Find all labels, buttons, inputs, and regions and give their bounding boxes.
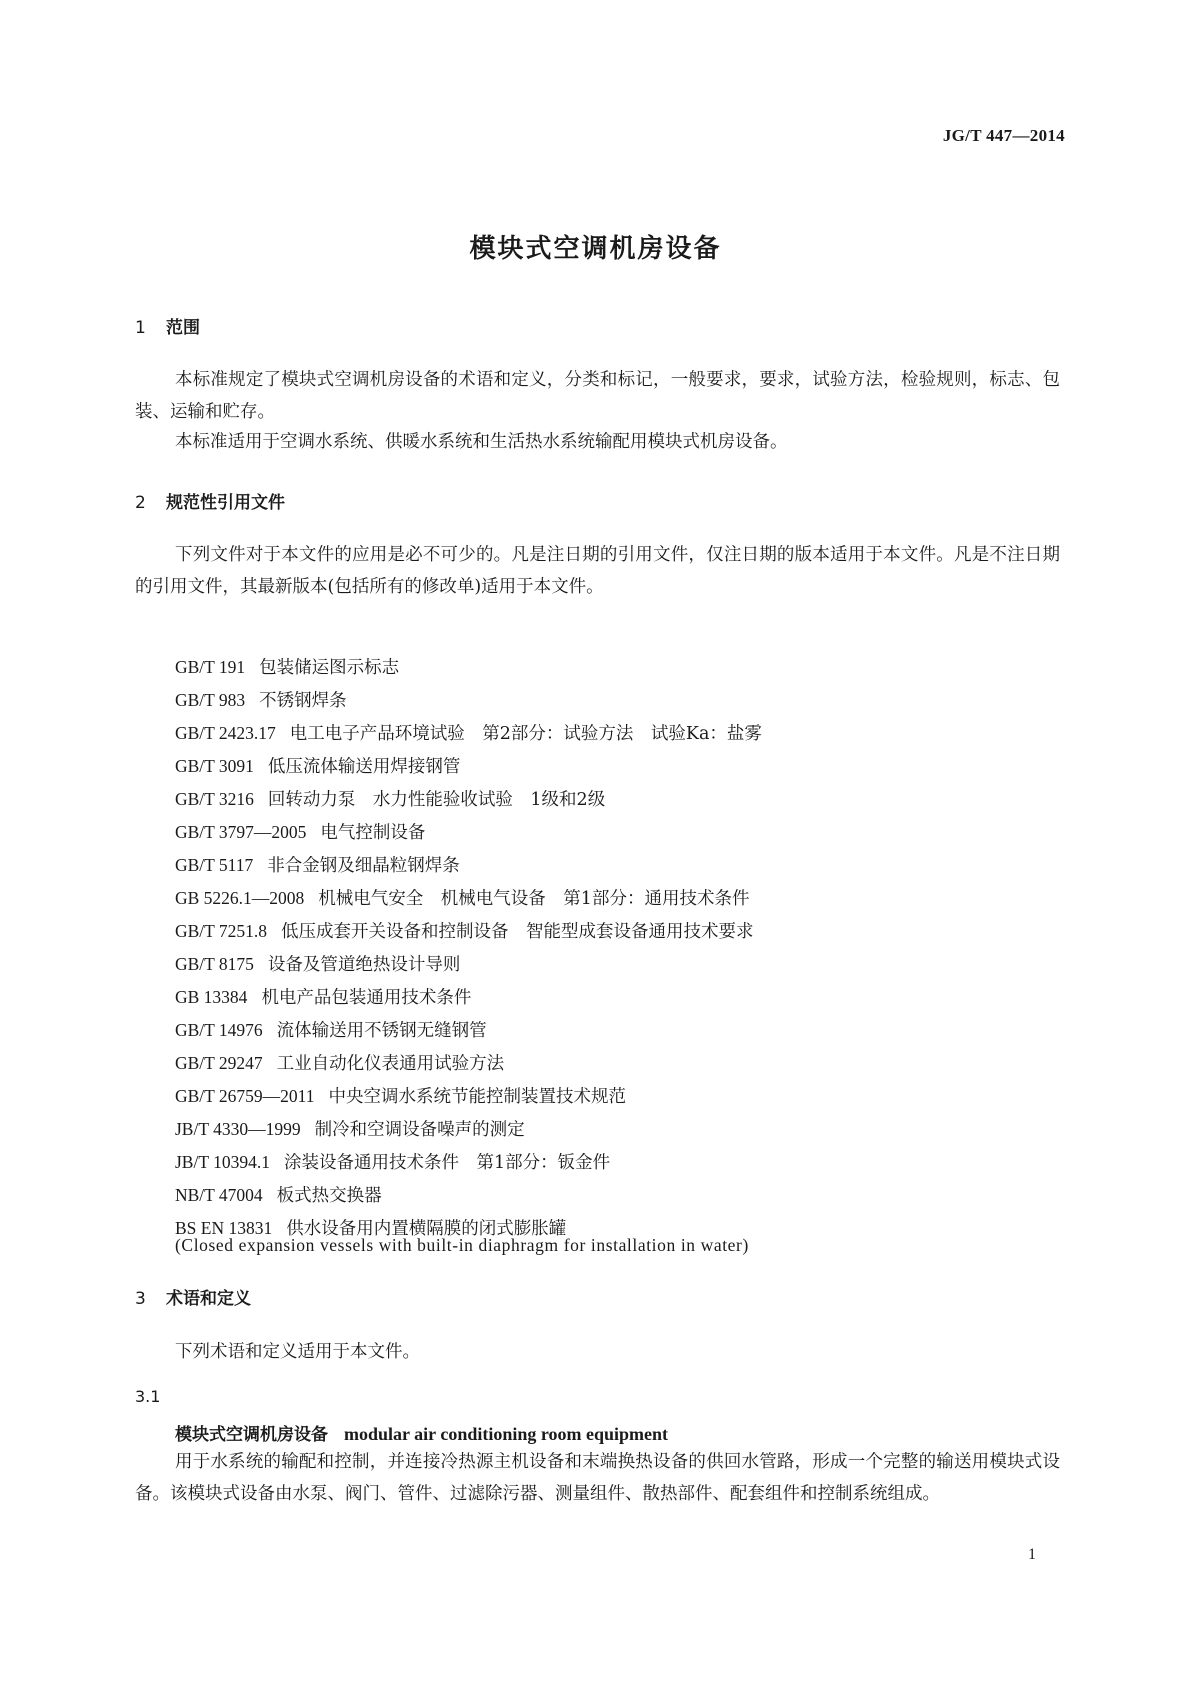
- section-number: 1: [135, 318, 146, 338]
- reference-item: [175, 849, 762, 882]
- reference-code: GB/T 3091: [175, 756, 254, 776]
- reference-english-note: (Closed expansion vessels with built-in diaphragm for installation in water): [175, 1235, 749, 1255]
- reference-title: 电气控制设备: [320, 823, 426, 843]
- references-intro-paragraph: 下列文件对于本文件的应用是必不可少的。凡是注日期的引用文件，仅注日期的版本适用于本文件。凡是不注日期的引用文件，其最新版本(包括所有的修改单)适用于本文件。: [135, 545, 1060, 597]
- reference-item: [175, 717, 762, 750]
- reference-code: GB/T 14976: [175, 1020, 263, 1040]
- reference-code: GB/T 983: [175, 690, 246, 710]
- reference-title: 机械电气安全 机械电气设备 第1部分：通用技术条件: [318, 889, 750, 909]
- section-number: 3: [135, 1289, 146, 1309]
- reference-item: [175, 981, 762, 1014]
- reference-item: [175, 750, 762, 783]
- scope-paragraph-1: 本标准规定了模块式空调机房设备的术语和定义，分类和标记，一般要求，要求，试验方法，检验规则，标志、包装、运输和贮存。: [135, 370, 1060, 422]
- reference-title: 供水设备用内置横隔膜的闭式膨胀罐: [286, 1219, 567, 1239]
- reference-title: 电工电子产品环境试验 第2部分：试验方法 试验Ka：盐雾: [289, 724, 762, 744]
- document-title: 模块式空调机房设备: [469, 234, 722, 264]
- term-number: 3.1: [135, 1387, 161, 1406]
- reference-title: 低压流体输送用焊接钢管: [267, 757, 461, 777]
- term-entry: [175, 1420, 668, 1445]
- reference-item: [175, 948, 762, 981]
- reference-title: 不锈钢焊条: [259, 691, 347, 711]
- reference-item: [175, 783, 762, 816]
- reference-item: [175, 1146, 762, 1179]
- reference-title: 板式热交换器: [276, 1186, 382, 1206]
- reference-item: [175, 1014, 762, 1047]
- reference-item: [175, 1047, 762, 1080]
- reference-code: GB/T 7251.8: [175, 921, 268, 941]
- reference-item: [175, 684, 762, 717]
- page-number: 1: [1028, 1546, 1036, 1563]
- reference-code: GB 13384: [175, 987, 248, 1007]
- reference-title: 低压成套开关设备和控制设备 智能型成套设备通用技术要求: [281, 922, 754, 942]
- reference-code: GB/T 3797—2005: [175, 822, 307, 842]
- reference-item: [175, 1113, 762, 1146]
- reference-code: BS EN 13831: [175, 1218, 273, 1238]
- reference-code: GB/T 2423.17: [175, 723, 276, 743]
- section-title: 范围: [166, 318, 200, 338]
- reference-title: 中央空调水系统节能控制装置技术规范: [328, 1087, 627, 1107]
- reference-item: [175, 1179, 762, 1212]
- reference-title: 制冷和空调设备噪声的测定: [314, 1120, 525, 1140]
- section-3-heading: [135, 1284, 251, 1309]
- normative-references-list: [175, 651, 762, 1245]
- reference-item: [175, 1080, 762, 1113]
- reference-title: 涂装设备通用技术条件 第1部分：钣金件: [283, 1153, 611, 1173]
- term-english: modular air conditioning room equipment: [344, 1424, 669, 1444]
- section-title: 规范性引用文件: [166, 493, 285, 513]
- reference-code: JB/T 4330—1999: [175, 1119, 301, 1139]
- reference-title: 流体输送用不锈钢无缝钢管: [276, 1021, 487, 1041]
- reference-code: JB/T 10394.1: [175, 1152, 270, 1172]
- reference-code: GB/T 5117: [175, 855, 254, 875]
- term-chinese: 模块式空调机房设备: [175, 1425, 328, 1445]
- section-2-heading: [135, 488, 285, 513]
- terms-intro-paragraph: 下列术语和定义适用于本文件。: [175, 1342, 420, 1362]
- reference-title: 回转动力泵 水力性能验收试验 1级和2级: [267, 790, 606, 810]
- reference-item: [175, 915, 762, 948]
- term-definition: 用于水系统的输配和控制，并连接冷热源主机设备和末端换热设备的供回水管路，形成一个完整的输送用模块式设备。该模块式设备由水泵、阀门、管件、过滤除污器、测量组件、散热部件、配套组件和控制系统组成。: [135, 1452, 1060, 1504]
- scope-paragraph-2: 本标准适用于空调水系统、供暖水系统和生活热水系统输配用模块式机房设备。: [175, 432, 788, 452]
- reference-code: GB/T 191: [175, 657, 246, 677]
- reference-title: 非合金钢及细晶粒钢焊条: [267, 856, 460, 876]
- reference-item: [175, 651, 762, 684]
- reference-item: [175, 882, 762, 915]
- reference-code: GB/T 3216: [175, 789, 254, 809]
- standard-number: JG/T 447—2014: [942, 126, 1065, 145]
- section-number: 2: [135, 493, 146, 513]
- reference-code: GB 5226.1—2008: [175, 888, 305, 908]
- reference-title: 机电产品包装通用技术条件: [261, 988, 472, 1008]
- reference-title: 设备及管道绝热设计导则: [267, 955, 461, 975]
- reference-item: [175, 816, 762, 849]
- reference-code: GB/T 8175: [175, 954, 254, 974]
- reference-code: GB/T 29247: [175, 1053, 263, 1073]
- section-title: 术语和定义: [166, 1289, 251, 1309]
- reference-code: GB/T 26759—2011: [175, 1086, 315, 1106]
- section-1-heading: [135, 313, 200, 338]
- reference-title: 工业自动化仪表通用试验方法: [276, 1054, 505, 1074]
- reference-title: 包装储运图示标志: [259, 658, 400, 678]
- reference-code: NB/T 47004: [175, 1185, 263, 1205]
